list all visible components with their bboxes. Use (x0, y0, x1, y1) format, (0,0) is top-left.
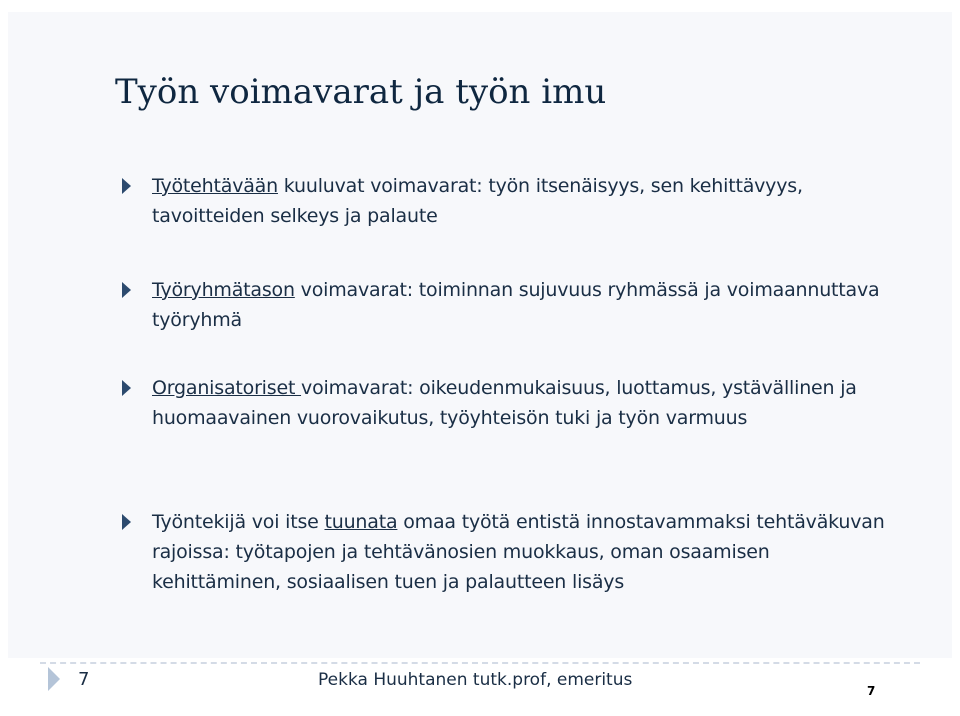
footer-author: Pekka Huuhtanen tutk.prof, emeritus (318, 670, 633, 690)
bullet-underlined-term: Organisatoriset (152, 377, 302, 399)
bullet-text (152, 507, 892, 597)
bullet-arrow-icon (122, 282, 131, 298)
footer-divider (40, 662, 920, 664)
footer-slide-number: 7 (867, 684, 876, 698)
bullet-arrow-icon (122, 514, 131, 530)
bullet-arrow-icon (122, 178, 131, 194)
bullet-body-before: Työntekijä voi itse (152, 511, 325, 533)
bullet-text (152, 275, 892, 335)
footer-page-number: 7 (78, 669, 90, 690)
bullet-underlined-term: Työryhmätason (152, 279, 295, 301)
bullet-body: kuuluvat voimavarat: työn itsenäisyys, sen kehittävyys, tavoitteiden selkeys ja palaute (152, 175, 803, 227)
bullet-underlined-term: tuunata (324, 511, 398, 533)
bullet-arrow-icon (122, 380, 131, 396)
slide-title: Työn voimavarat ja työn imu (115, 72, 607, 112)
footer-arrow-icon (48, 667, 60, 691)
bullet-underlined-term: Työtehtävään (152, 175, 278, 197)
bullet-text (152, 373, 892, 433)
bullet-body: voimavarat: oikeudenmukaisuus, luottamus, ystävällinen ja huomaavainen vuorovaikutus, työyhteisön tuki ja työn varmuus (152, 377, 857, 429)
bullet-text (152, 171, 892, 231)
bullet-body: voimavarat: toiminnan sujuvuus ryhmässä ja voimaannuttava työryhmä (152, 279, 880, 331)
bullet-body: omaa työtä entistä innostavammaksi tehtäväkuvan rajoissa: työtapojen ja tehtävänosien muokkaus, oman osaamisen kehittäminen, sosiaalisen tuen ja palautteen lisäys (152, 511, 885, 593)
